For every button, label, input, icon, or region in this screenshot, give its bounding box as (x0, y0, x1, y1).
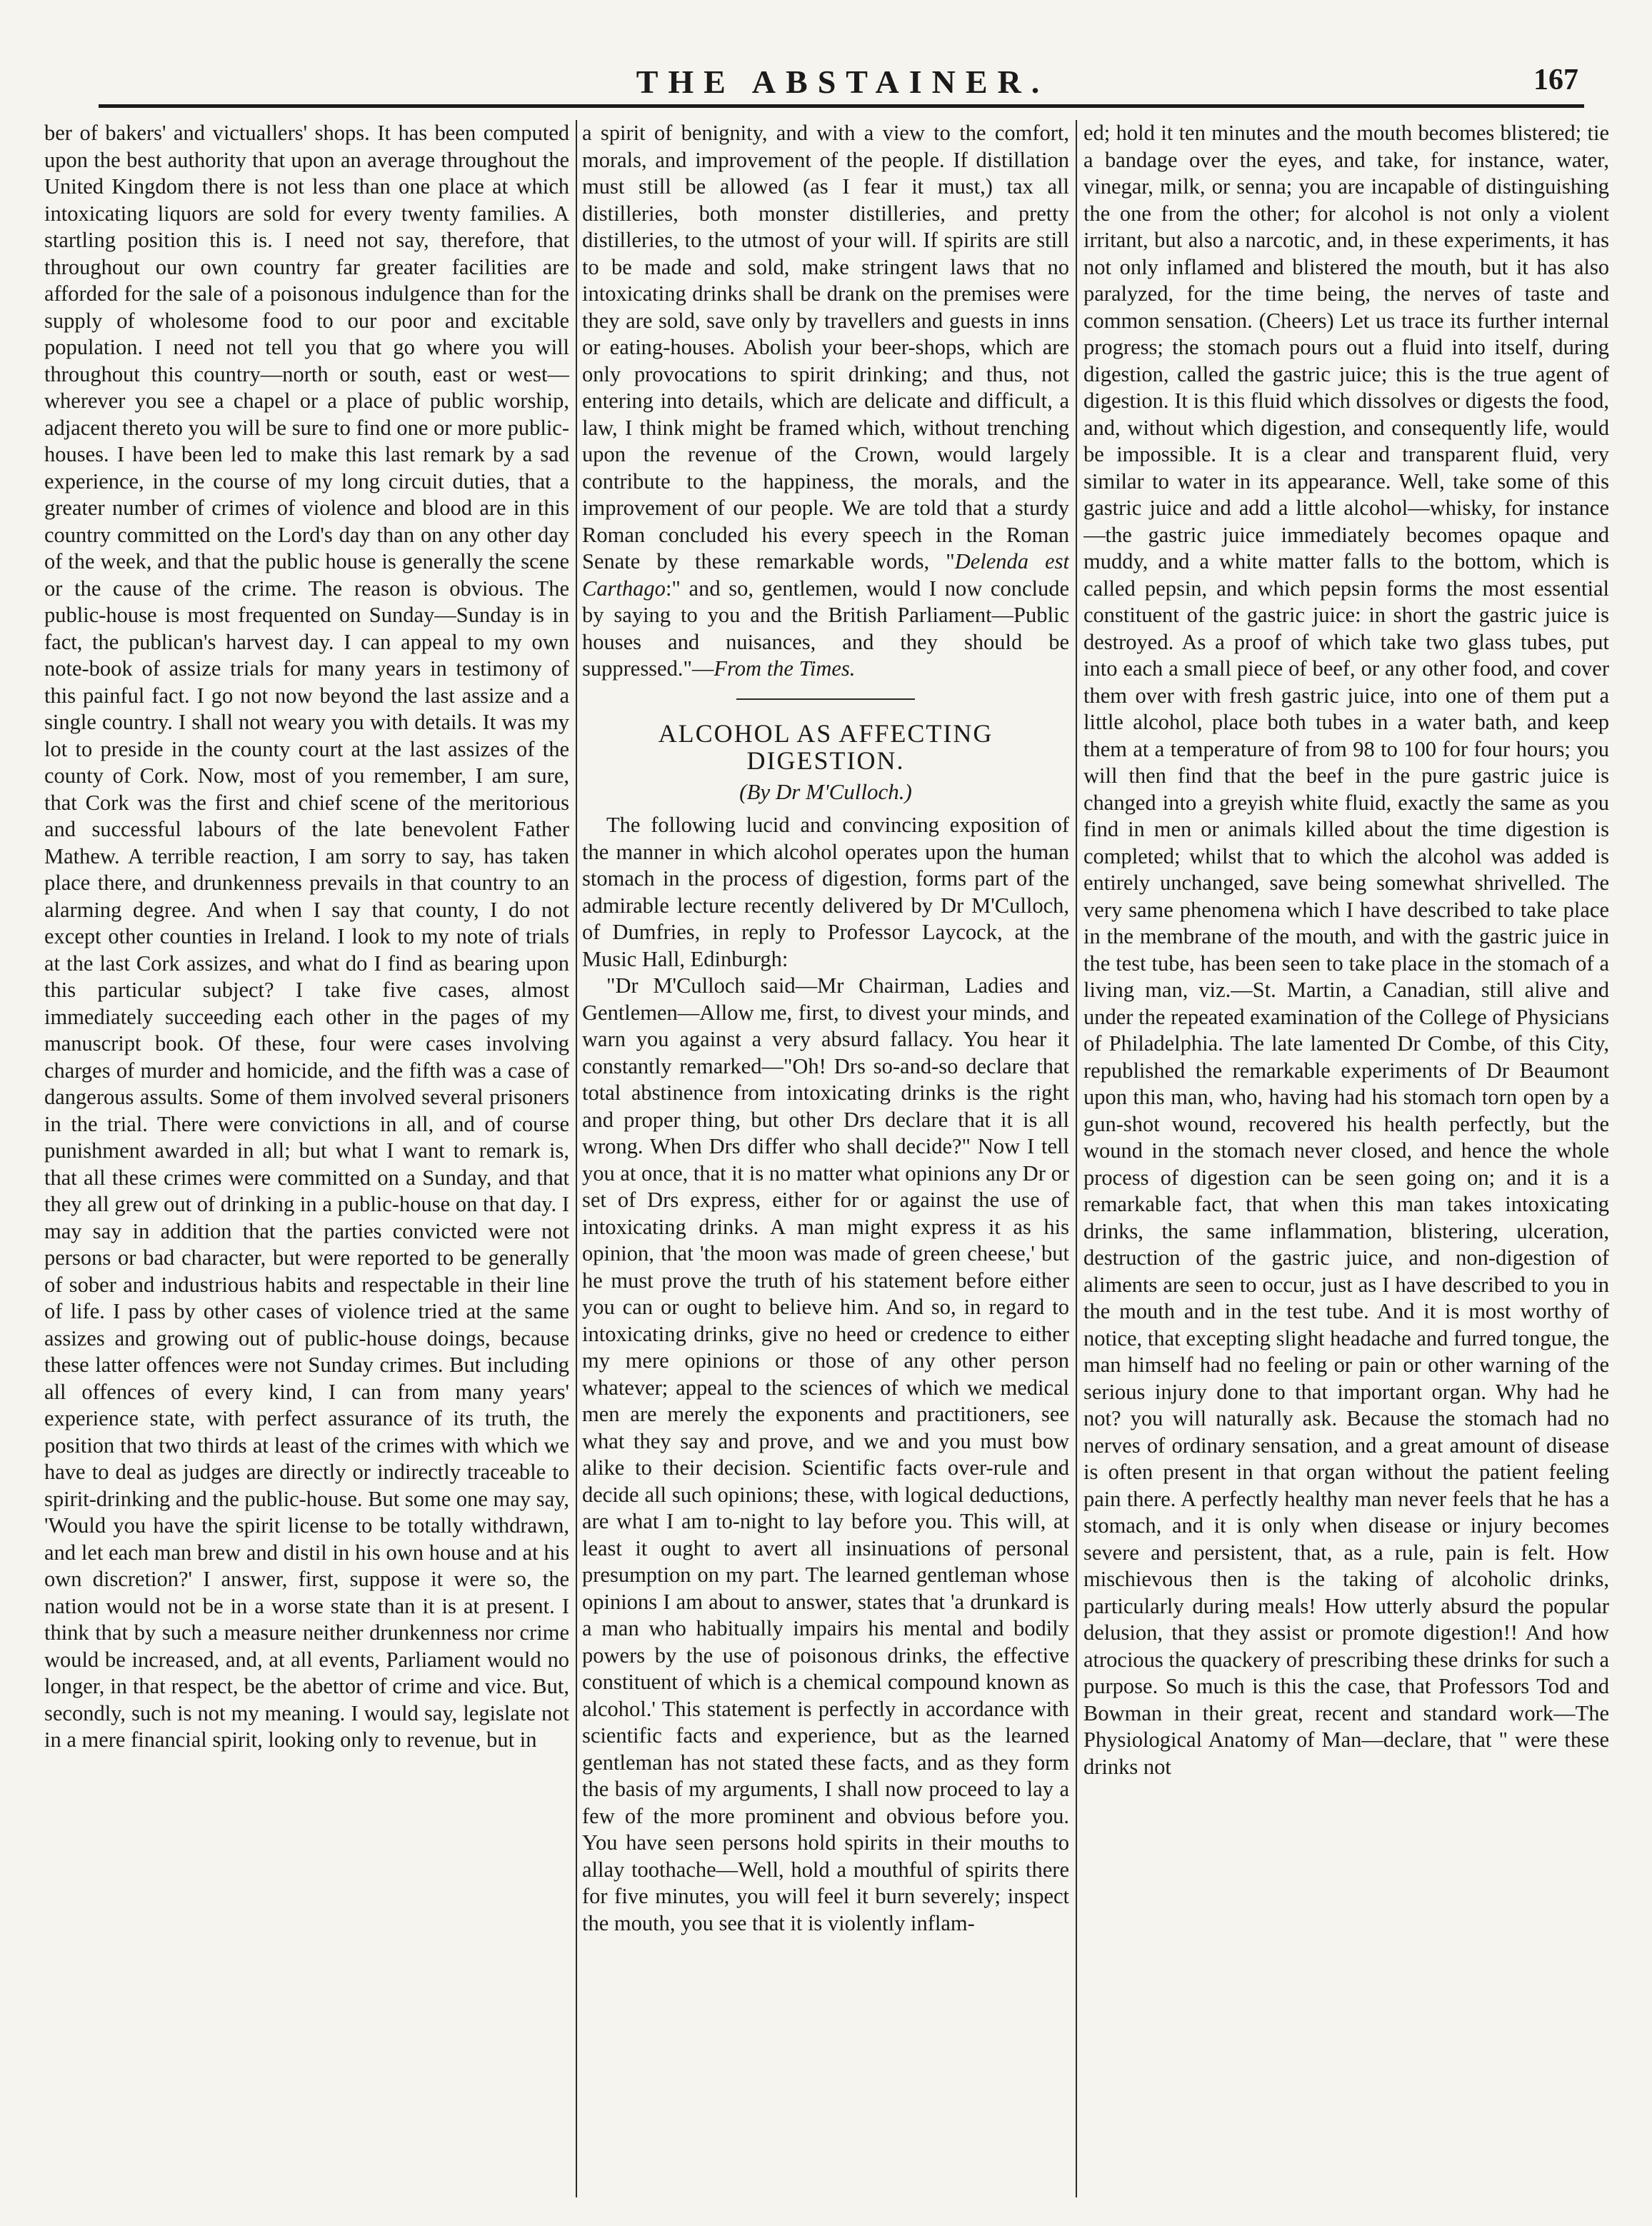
article-intro: The following lucid and convincing exposition of the manner in which alcohol operates upon the human stomach in the process of digestion, forms part of the admirable lecture recently delivered by Dr M'Culloch, of Dumfries, in reply to Professor Laycock, at the Music Hall, Edinburgh: (582, 813, 1069, 971)
section-divider (736, 698, 915, 700)
column-right (1083, 120, 1609, 2197)
column-divider-left (576, 120, 577, 2197)
speech-conclusion (582, 120, 1069, 683)
running-head (107, 63, 1578, 106)
column-middle (582, 120, 1069, 2197)
speech-text-1: a spirit of benignity, and with a view to the comfort, morals, and improvement of the people. If distillation must still be allowed (as I fear it must,) tax all distilleries, both monster distilleries, and pretty distilleries, to the utmost of your will. If spirits are still to be made and sold, make stringent laws that no intoxicating drinks shall be drank on the premises were they are sold, save only by travellers and guests in inns or eating-houses. Abolish your beer-shops, which are only provocations to spirit drinking; and thus, not entering into details, which are delicate and difficult, a law, I think might be framed which, without trenching upon the revenue of the Crown, would largely contribute to the happiness, the morals, and the improvement of our people. We are told that a sturdy Roman concluded his every speech in the Roman Senate by these remarkable words, " (582, 121, 1069, 573)
article-title: ALCOHOL AS AFFECTING DIGESTION. (658, 718, 993, 775)
column-left (44, 120, 569, 2197)
column-left-text: ber of bakers' and victuallers' shops. It has been computed upon the best authority that upon an average throughout the United Kingdom there is not less than one place at which intoxicating liquors are sold for every twenty families. A startling position this is. I need not say, therefore, that throughout our own country far greater facilities are afforded for the sale of a poisonous indulgence than for the supply of wholesome food to our poor and excitable population. I need not tell you that go where you will throughout this country—north or south, east or west—wherever you see a chapel or a place of public worship, adjacent thereto you will be sure to find one or more public-houses. I have been led to make this last remark by a sad experience, in the course of my long circuit duties, that a greater number of crimes of violence and blood are in this country committed on the Lord's day than on any other day of the week, and that the public house is generally the scene or the cause of the crime. The reason is obvious. The public-house is most frequented on Sunday—Sunday is in fact, the publican's harvest day. I can appeal to my own note-book of assize trials for many years in testimony of this painful fact. I go not now beyond the last assize and a single country. I shall not weary you with details. It was my lot to preside in the county court at the last assizes of the county of Cork. Now, most of you remember, I am sure, that Cork was the first and chief scene of the meritorious and successful labours of the late benevolent Father Mathew. A terrible reaction, I am sorry to say, has taken place there, and drunkenness prevails in that country to an alarming degree. And when I say that county, I do not except other counties in Ireland. I look to my note of trials at the last Cork assizes, and what do I find as bearing upon this particular subject? I take five cases, almost immediately succeeding each other in the pages of my manuscript book. Of these, four were cases involving charges of murder and homicide, and the fifth was a case of dangerous assults. Some of them involved several prisoners in the trial. There were convictions in all, and of course punishment awarded in all; but what I want to remark is, that all these crimes were committed on a Sunday, and that they all grew out of drinking in a public-house on that day. I may say in addition that the parties convicted were not persons or bad character, but were reported to be generally of sober and industrious habits and respectable in their line of life. I pass by other cases of violence tried at the same assizes and growing out of public-house doings, because these latter offences were not Sunday crimes. But including all offences of every kind, I can from many years' experience state, with perfect assurance of its truth, the position that two thirds at least of the crimes with which we have to deal as judges are directly or indirectly traceable to spirit-drinking and the public-house. But some one may say, 'Would you have the spirit license to be totally withdrawn, and let each man brew and distil in his own house and at his own discretion?' I answer, first, suppose it were so, the nation would not be in a worse state than it is at present. I think that by such a measure neither drunkenness nor crime would be increased, and, at all events, Parliament would no longer, in that respect, be the abettor of crime and vice. But, secondly, such is not my meaning. I would say, legislate not in a mere financial spirit, looking only to revenue, but in (44, 121, 569, 1752)
article-body: "Dr M'Culloch said—Mr Chairman, Ladies and Gentlemen—Allow me, first, to divest your minds, and warn you against a very absurd fallacy. You hear it constantly remarked—"Oh! Drs so-and-so declare that total abstinence from intoxicating drinks is the right and proper thing, but other Drs declare that it is all wrong. When Drs differ who shall decide?" Now I tell you at once, that it is no matter what opinions any Dr or set of Drs express, either for or against the use of intoxicating drinks. A man might express it as his opinion, that 'the moon was made of green cheese,' but he must prove the truth of his statement before either you can or ought to believe him. And so, in regard to intoxicating drinks, give no heed or credence to either my mere opinions or those of any other person whatever; appeal to the sciences of which we medical men are merely the exponents and practitioners, see what they say and prove, and we and you must bow alike to their decision. Scientific facts over-rule and decide all such opinions; these, with logical deductions, are what I am to-night to lay before you. This will, at least it ought to avert all insinuations of personal presumption on my part. The learned gentleman whose opinions I am about to answer, states that 'a drunkard is a man who habitually impairs his mental and bodily powers by the use of poisonous drinks, the effective constituent of which is a chemical compound known as alcohol.' This statement is perfectly in accordance with scientific facts and experience, but as the learned gentleman has not stated these facts, and as they form the basis of my arguments, I shall now proceed to lay a few of the more prominent and obvious before you. You have seen persons hold spirits in their mouths to allay toothache—Well, hold a mouthful of spirits there for five minutes, you will feel it burn severely; inspect the mouth, you see that it is violently inflam- (582, 973, 1069, 1935)
article-byline: (By Dr M'Culloch.) (739, 778, 912, 804)
column-right-text: ed; hold it ten minutes and the mouth becomes blistered; tie a bandage over the eyes, and take, for instance, water, vinegar, milk, or senna; you are incapable of distinguishing the one from the other; for alcohol is not only a violent irritant, but also a narcotic, and, in these experiments, it has not only inflamed and blistered the mouth, but it has also paralyzed, for the time being, the nerves of taste and common sensation. (Cheers) Let us trace its further internal progress; the stomach pours out a fluid into itself, during digestion, called the gastric juice; this is the true agent of digestion. It is this fluid which dissolves or digests the food, and, without which digestion, and consequently life, would be impossible. It is a clear and transparent fluid, very similar to water in its appearance. Well, take some of this gastric juice and add a little alcohol—whisky, for instance—the gastric juice immediately becomes opaque and muddy, and a white matter falls to the bottom, which is called pepsin, and which pepsin forms the most essential constituent of the gastric juice: in short the gastric juice is destroyed. As a proof of which take two glass tubes, put into each a small piece of beef, or any other food, and cover them over with fresh gastric juice, into one of them put a little alcohol, place both tubes in a water bath, and keep them at a temperature of from 98 to 100 for four hours; you will then find that the beef in the pure gastric juice is changed into a greyish white fluid, exactly the same as you find in men or animals killed about the time digestion is completed; whilst that to which the alcohol was added is entirely unchanged, save being somewhat shrivelled. The very same phenomena which I have described to take place in the membrane of the mouth, and with the gastric juice in the test tube, has been seen to take place in the stomach of a living man, viz.—St. Martin, a Canadian, still alive and under the repeated examination of the College of Physicians of Philadelphia. The late lamented Dr Combe, of this City, republished the remarkable experiments of Dr Beaumont upon this man, who, having had his stomach torn open by a gun-shot wound, recovered his health perfectly, but the wound in the stomach never closed, and hence the whole process of digestion can be seen going on; and it is a remarkable fact, that when this man takes intoxicating drinks, the same inflammation, blistering, ulceration, destruction of the gastric juice, and non-digestion of aliments are seen to occur, just as I have described to you in the mouth and in the test tube. And it is most worthy of notice, that excepting slight headache and furred tongue, the man himself had no feeling or pain or other warning of the serious injury done to that important organ. Why had he not? you will naturally ask. Because the stomach had no nerves of ordinary sensation, and a great amount of disease is often present in that organ without the patient feeling pain there. A perfectly healthy man never feels that he has a stomach, and it is only when disease or injury becomes severe and persistent, that, as a rule, pain is felt. How mischievous then is the taking of alcoholic drinks, particularly during meals! How utterly absurd the popular delusion, that they assist or promote digestion!! And how atrocious the quackery of prescribing these drinks for such a purpose. So much is this the case, that Professors Tod and Bowman in their great, recent and standard work—The Physiological Anatomy of Man—declare, that " were these drinks not (1083, 121, 1609, 1779)
speech-text-2: :" and so, gentlemen, would I now conclude by saying to you and the British Parliament—Public houses and nuisances, and they should be suppressed."— (582, 576, 1069, 681)
column-divider-right (1076, 120, 1077, 2197)
source-credit: From the Times. (714, 656, 856, 681)
running-title: THE ABSTAINER. (636, 64, 1050, 100)
header-rule (99, 104, 1584, 108)
latin-quote: Delenda est Carthago (582, 549, 1069, 601)
page-number: 167 (1533, 64, 1578, 96)
